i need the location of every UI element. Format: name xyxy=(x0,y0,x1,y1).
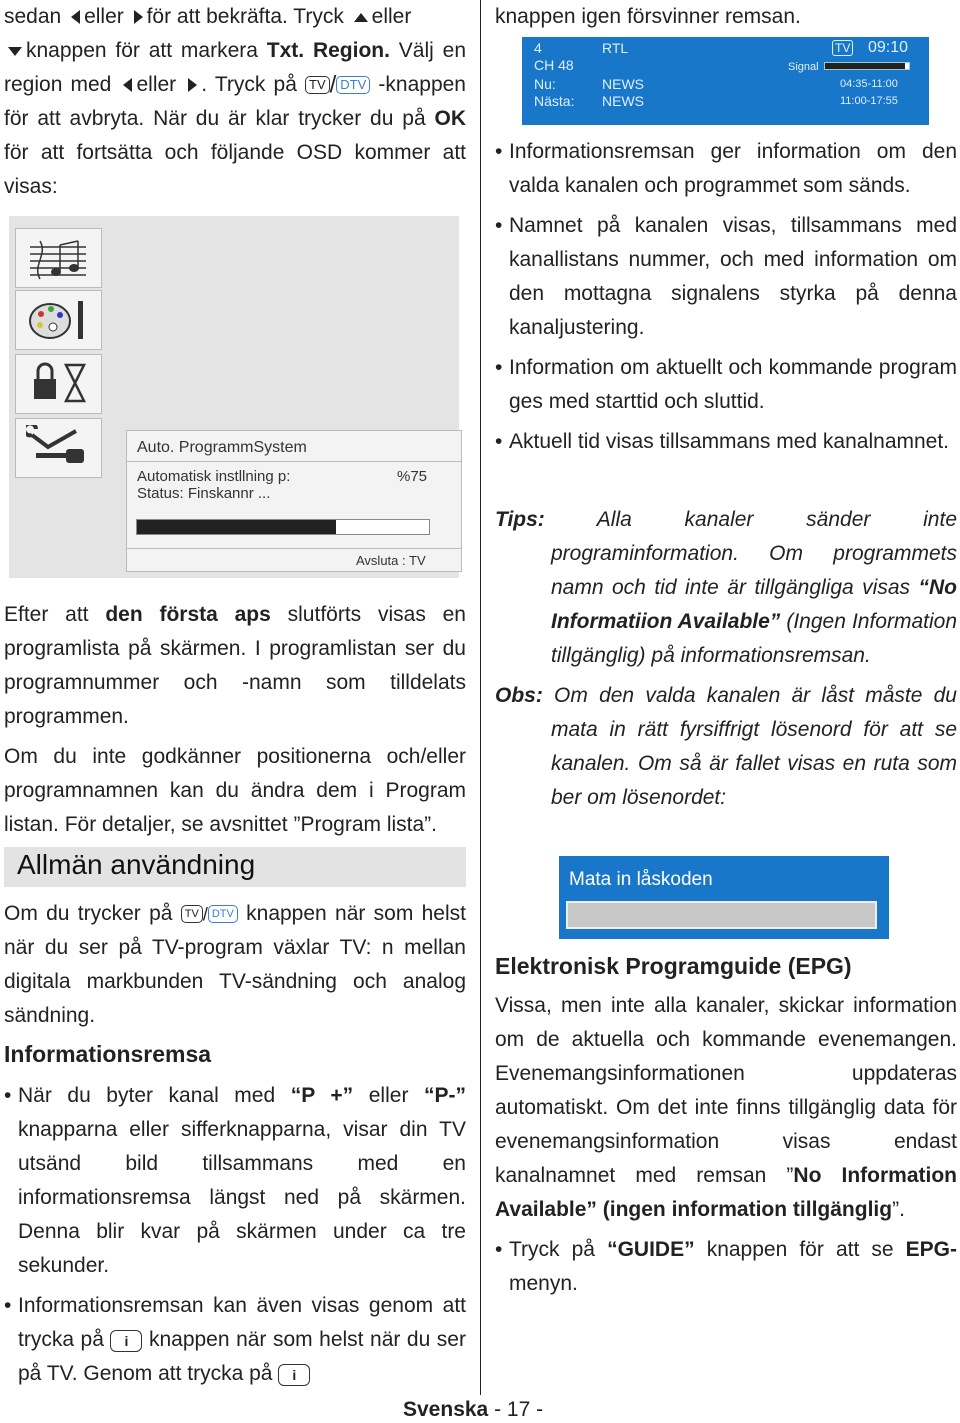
epg-text: ”. xyxy=(892,1198,905,1221)
info-bullets xyxy=(495,135,957,459)
page-number: - 17 - xyxy=(494,1398,544,1421)
guide-bullet xyxy=(495,1233,957,1301)
top-line: knappen igen försvinner remsan. xyxy=(495,5,801,28)
info-key-icon: i xyxy=(110,1330,142,1352)
scan-status: Status: Finskannr ... xyxy=(137,485,271,502)
lock-hourglass-icon xyxy=(26,361,92,407)
intro-text: -knappen för att avbryta. När du är klar trycker du på xyxy=(4,73,466,131)
intro-text: för att fortsätta och följande OSD kommer att visas: xyxy=(4,141,466,199)
epg-label: EPG- xyxy=(905,1238,957,1261)
osd-signal-bar xyxy=(824,62,910,70)
program-list-paragraph: Om du inte godkänner positionerna och/eller programnamnen kan du ändra dem i Program listan. För detaljer, se avsnittet ”Program lista”. xyxy=(4,745,466,836)
page-footer xyxy=(403,1398,543,1422)
tv-key-icon: TV xyxy=(181,905,203,923)
up-arrow-icon xyxy=(354,13,368,22)
after-scan-paragraph xyxy=(4,598,466,734)
section-heading-text: Allmän användning xyxy=(17,849,256,880)
tv-icon: TV xyxy=(832,40,853,56)
intro-text: knappen för att markera xyxy=(26,39,258,62)
p-plus-label: “P +” xyxy=(290,1084,354,1108)
info-bullet: • Informationsremsan ger information om den valda kanalen och programmet som sänds. xyxy=(495,135,957,203)
divider xyxy=(127,461,461,462)
epg-text: Vissa, men inte alla kanaler, skickar information om de aktuella och kommande evenemangen. Evenemangsinformationen uppdateras automatiskt. Om det inte finns tillgänglig data för evenemangsinformation visas endast kanalnamnet med remsan ” xyxy=(495,994,957,1187)
down-arrow-icon xyxy=(8,47,22,56)
first-aps-label: den första aps xyxy=(105,603,271,626)
epg-block xyxy=(495,949,957,1301)
intro-text: eller xyxy=(371,5,412,28)
tv-key-icon: TV xyxy=(305,76,330,94)
obs-paragraph xyxy=(495,679,957,815)
right-arrow-icon xyxy=(188,78,197,92)
music-notes-icon xyxy=(26,235,92,281)
footer-language: Svenska xyxy=(403,1398,489,1421)
info-key-icon: i xyxy=(278,1364,310,1386)
bullet-text: knapparna eller sifferknapparna, visar din TV utsänd bild tillsammans med en informationsremsa längst ned på skärmen. Denna blir kvar på skärmen under ca tre sekunder. xyxy=(18,1118,466,1278)
intro-text: eller xyxy=(84,5,124,28)
epg-heading: Elektronisk Programguide (EPG) xyxy=(495,953,852,979)
ok-label: OK xyxy=(434,107,466,131)
left-arrow-icon xyxy=(123,78,132,92)
column-divider xyxy=(480,0,481,1395)
left-body xyxy=(4,598,466,842)
info-bullet-info-key xyxy=(4,1289,466,1391)
osd-now-program: NEWS xyxy=(602,76,644,92)
auto-program-panel xyxy=(126,430,462,572)
auto-program-menu-screenshot xyxy=(9,216,459,578)
info-banner-heading: Informationsremsa xyxy=(4,1041,212,1068)
menu-item-install xyxy=(15,418,102,478)
no-info-label: No Information Available” (ingen information tillgänglig xyxy=(495,1164,957,1221)
epg-paragraph xyxy=(495,989,957,1227)
info-banner-osd xyxy=(522,37,929,125)
info-bullet-channel-change xyxy=(4,1079,466,1283)
scan-progress-bar xyxy=(136,519,430,535)
after-text: Efter att xyxy=(4,603,89,626)
scan-percent: %75 xyxy=(397,468,428,485)
lock-code-input[interactable] xyxy=(566,901,877,929)
tips-text: (Ingen Information tillgänglig) på informationsremsan. xyxy=(551,610,957,667)
osd-next-program: NEWS xyxy=(602,93,644,109)
slash: / xyxy=(202,904,208,925)
bullet-text: Informationsremsan kan även visas genom att trycka på xyxy=(18,1294,466,1352)
bullet-text: eller xyxy=(368,1084,409,1108)
txt-region-label: Txt. Region. xyxy=(266,39,390,62)
info-bullet: • Information om aktuellt och kommande program ges med starttid och sluttid. xyxy=(495,351,957,419)
guide-key-label: “GUIDE” xyxy=(607,1238,695,1261)
lock-code-dialog xyxy=(559,856,889,939)
osd-channel-number: 4 xyxy=(534,40,542,56)
exit-hint: Avsluta : TV xyxy=(356,553,426,568)
right-column xyxy=(495,0,957,1295)
tips-label: Tips: xyxy=(495,508,545,531)
section-heading-general-use xyxy=(4,847,466,887)
osd-time: 09:10 xyxy=(868,39,909,56)
palette-brush-icon xyxy=(26,297,92,343)
slash: / xyxy=(329,71,337,99)
guide-text: Tryck på xyxy=(509,1238,595,1261)
osd-channel-name: RTL xyxy=(602,40,629,56)
guide-text: knappen för att se xyxy=(706,1238,894,1261)
obs-label: Obs: xyxy=(495,684,543,707)
osd-next-label: Nästa: xyxy=(534,93,575,109)
bullet-text: När du byter kanal med xyxy=(18,1084,276,1108)
menu-item-features xyxy=(15,354,102,414)
p-minus-label: “P-” xyxy=(424,1084,466,1108)
dtv-key-icon: DTV xyxy=(336,76,370,94)
menu-item-sound xyxy=(15,228,102,288)
dtv-key-icon: DTV xyxy=(208,905,238,923)
intro-text: . Tryck på xyxy=(201,73,297,96)
tips-text: Alla kanaler sänder inte programinformation. Om programmets namn och tid inte är tillgängliga visas xyxy=(551,508,957,599)
left-arrow-icon xyxy=(71,10,80,24)
no-info-label: “No Informatiion Available” xyxy=(551,576,957,633)
info-bullet: • Aktuell tid visas tillsammans med kanalnamnet. xyxy=(495,425,957,459)
intro-text: eller xyxy=(136,73,177,96)
lock-code-label: Mata in låskoden xyxy=(569,869,713,890)
general-use-paragraph xyxy=(4,897,466,1033)
obs-text: Om den valda kanalen är låst måste du mata in rätt fyrsiffrigt lösenord för att se kanalen. Om så är fallet visas en ruta som ber om lösenordet: xyxy=(551,684,957,809)
intro-text: Välj en region med xyxy=(4,39,467,96)
scan-progress-fill xyxy=(137,520,336,534)
tips-block xyxy=(495,503,957,815)
osd-next-time: 11:00-17:55 xyxy=(840,95,898,107)
intro-text: för att bekräfta. Tryck xyxy=(146,5,344,28)
scan-label: Automatisk instllning p: xyxy=(137,468,291,485)
left-general xyxy=(4,897,466,1391)
menu-item-picture xyxy=(15,290,102,350)
info-bullet: • Namnet på kanalen visas, tillsammans med kanallistans nummer, och med information om den mottagna signalens styrka på denna kanaljustering. xyxy=(495,209,957,345)
intro-paragraph xyxy=(4,0,466,204)
panel-title: Auto. ProgrammSystem xyxy=(137,439,307,456)
guide-text: menyn. xyxy=(509,1272,578,1295)
osd-now-time: 04:35-11:00 xyxy=(840,78,898,90)
bullet-text: knappen när som helst när du ser på TV. Genom att trycka på xyxy=(18,1328,466,1386)
intro-text: sedan xyxy=(4,5,62,28)
general-text: knappen när som helst när du ser på TV-program växlar TV: n mellan digitala markbunden TV-sändning och analog sändning. xyxy=(4,902,466,1028)
general-text: Om du trycker på xyxy=(4,902,173,925)
osd-signal-fill xyxy=(825,63,905,69)
right-arrow-icon xyxy=(134,10,143,24)
osd-ch: CH 48 xyxy=(534,57,574,73)
tips-paragraph xyxy=(495,503,957,673)
after-text: slutförts visas en programlista på skärmen. I programlistan ser du programnummer och -namn som tilldelats programmen. xyxy=(4,603,466,728)
divider xyxy=(127,548,461,549)
osd-signal-label: Signal xyxy=(788,61,819,73)
osd-now-label: Nu: xyxy=(534,76,556,92)
wrench-screwdriver-icon xyxy=(26,425,92,471)
